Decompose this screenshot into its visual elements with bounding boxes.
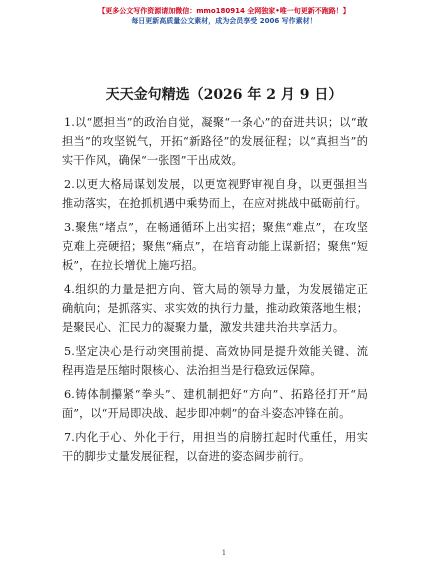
quote-paragraph-5: 5.坚定决心是行动突围前提、高效协同是提升效能关键、流程再造是压缩时限核心、法治担当是行稳致远保障。	[62, 345, 368, 377]
quote-list	[62, 113, 368, 471]
promo-banner-line-1: 【更多公文写作资源请加微信：mmo180914 全网独家•唯一旬更新不跑路！】	[98, 7, 350, 15]
page-title: 天天金句精选（2026 年 2 月 9 日）	[105, 87, 343, 103]
quote-paragraph-1: 1.以“愿担当”的政治自觉，凝聚“一条心”的奋进共识；以“敢担当”的攻坚锐气，开拓“新路径”的发展征程；以“真担当”的实干作风，确保“一张图”干出成效。	[62, 116, 368, 167]
quote-paragraph-6: 6.铸体制攥紧“拳头”、建机制把好“方向”、拓路径打开“局面”，以“开局即决战、起步即冲刺”的奋斗姿态冲锋在前。	[62, 388, 368, 420]
page-number: 1	[221, 549, 227, 557]
promo-banner	[0, 6, 448, 26]
promo-banner-line-2: 每日更新高质量公文素材，成为会员享受 2006 写作素材！	[131, 17, 317, 25]
quote-paragraph-3: 3.聚焦“堵点”，在畅通循环上出实招；聚焦“难点”，在攻坚克难上亮硬招；聚焦“痛点”，在培育动能上谋新招；聚焦“短板”，在拉长增优上施巧招。	[62, 221, 368, 272]
quote-paragraph-4: 4.组织的力量是把方向、管大局的领导力量，为发展锚定正确航向；是抓落实、求实效的执行力量，推动政策落地生根；是聚民心、汇民力的凝聚力量，激发共建共治共享活力。	[62, 283, 368, 334]
quote-paragraph-7: 7.内化于心、外化于行，用担当的肩膀扛起时代重任，用实干的脚步丈量发展征程，以奋进的姿态阔步前行。	[62, 431, 368, 463]
quote-paragraph-2: 2.以更大格局谋划发展，以更宽视野审视自身，以更强担当推动落实，在抢抓机遇中乘势而上，在应对挑战中砥砺前行。	[62, 178, 368, 210]
